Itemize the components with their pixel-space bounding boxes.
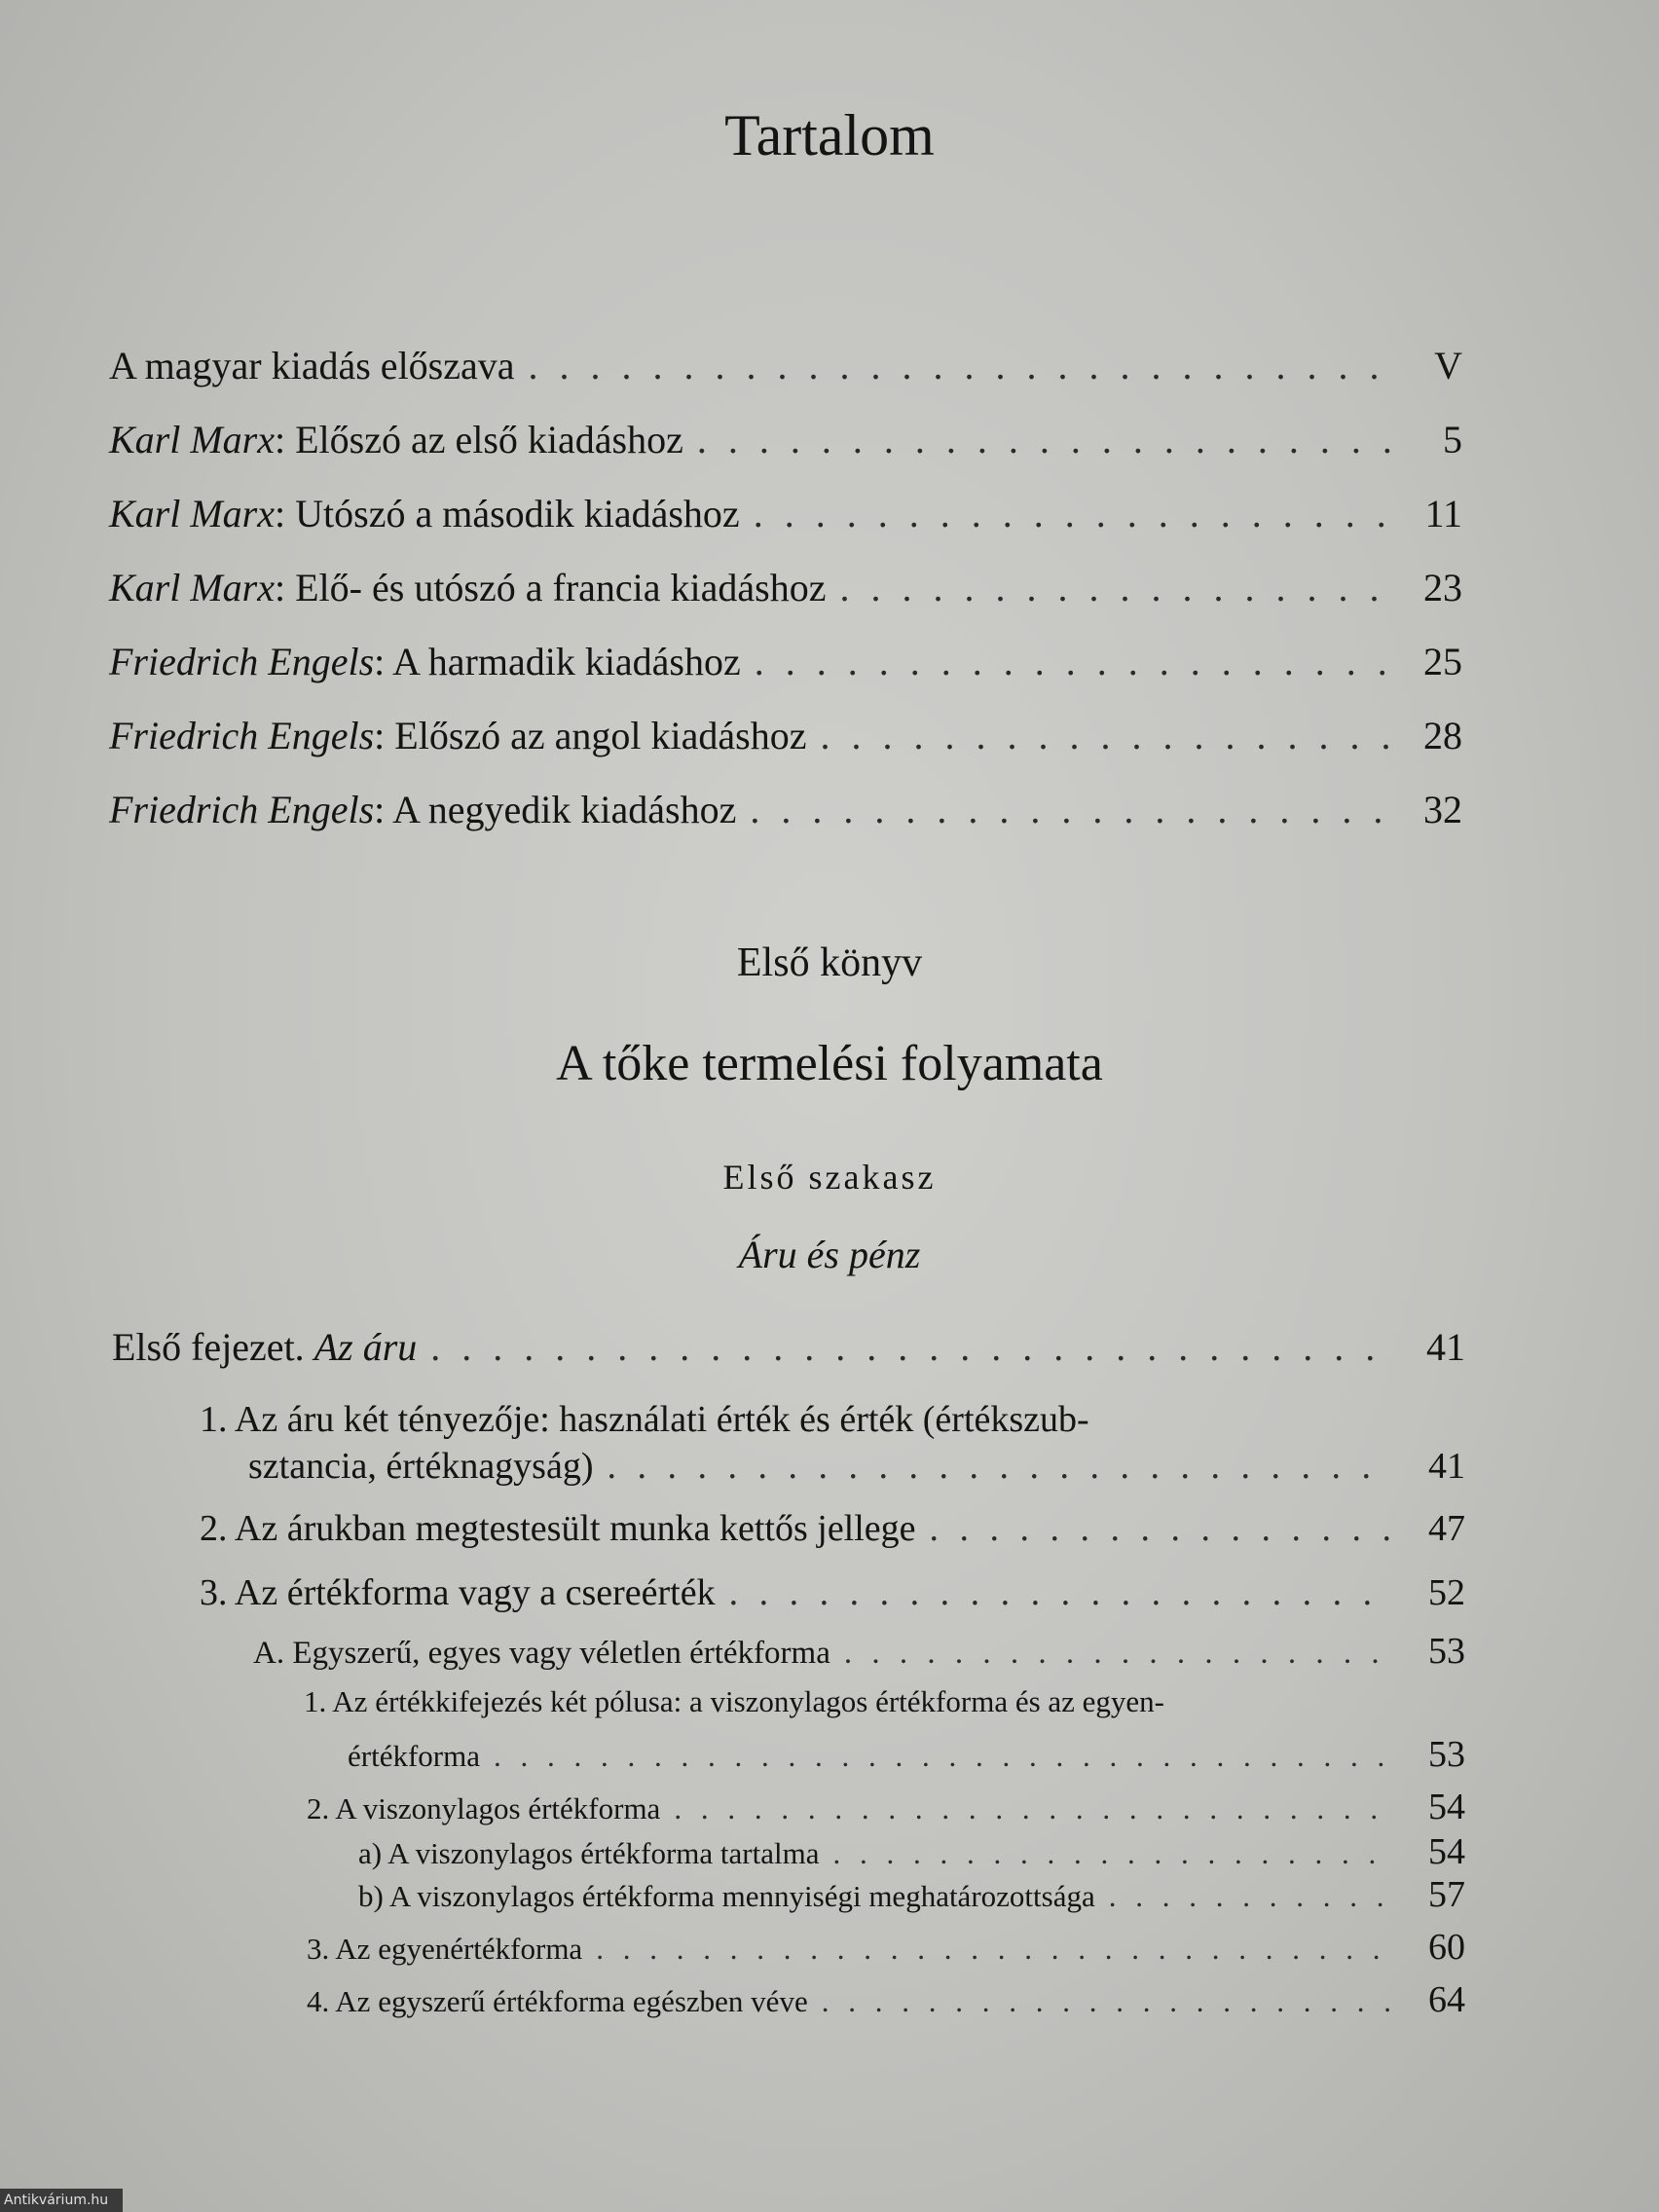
entry-number: 2. (200, 1508, 228, 1549)
toc-entry: Friedrich Engels: A harmadik kiadáshoz . . . 25 (109, 639, 1462, 684)
entry-text: A viszonylagos értékforma tartalma (387, 1836, 820, 1870)
page-title: Tartalom (724, 103, 935, 167)
toc-page-number: 41 (1428, 1446, 1465, 1487)
toc-entry: Karl Marx: Elő- és utószó a francia kiadáshoz . . . 23 (109, 565, 1462, 610)
leader-dots (930, 1507, 1393, 1550)
leader-dots (608, 1445, 1394, 1488)
toc-page-number: 64 (1428, 1979, 1465, 2020)
entry-text: A viszonylagos értékforma (335, 1791, 661, 1825)
toc-page-number: V (1434, 344, 1462, 387)
section-subtitle: Áru és pénz (738, 1233, 921, 1276)
toc-chapter (112, 1324, 1465, 1370)
toc-page-number: 32 (1423, 788, 1462, 831)
leader-dots (674, 1791, 1393, 1826)
toc-entry-text: Elő- és utószó a francia kiadáshoz (295, 566, 827, 609)
book-heading: Első könyv (736, 940, 923, 985)
toc-entry-text: Utószó a második kiadáshoz (295, 492, 740, 535)
entry-number: 1. (304, 1684, 327, 1718)
toc-page-number: 25 (1423, 640, 1462, 683)
entry-number: 4. (307, 1984, 330, 2018)
toc-author: Karl Marx (109, 566, 275, 609)
toc-page-number: 47 (1428, 1508, 1465, 1549)
chapter-title: Az áru (313, 1325, 418, 1369)
toc-entry-text: Előszó az angol kiadáshoz (394, 714, 807, 757)
leader-dots (750, 787, 1390, 832)
toc-entry-line (304, 1684, 1164, 1719)
entry-text: Az értékforma vagy a csereérték (234, 1572, 716, 1613)
leader-dots (839, 565, 1390, 610)
toc-entry (358, 1873, 1465, 1916)
entry-text: Az árukban megtestesült munka kettős jellege (234, 1508, 916, 1549)
toc-page-number: 54 (1428, 1787, 1465, 1827)
toc-page-number: 23 (1423, 566, 1462, 609)
toc-author: Friedrich Engels (109, 640, 375, 683)
leader-dots (820, 713, 1390, 758)
toc-page-number: 60 (1428, 1927, 1465, 1968)
leader-dots (529, 343, 1390, 388)
toc-entry (200, 1571, 1465, 1614)
entry-text: Az áru két tényezője: használati érték és érték (értékszub- (234, 1399, 1089, 1440)
toc-entry (200, 1507, 1465, 1550)
watermark: Antikvárium.hu (0, 2189, 123, 2212)
toc-entry-text: A magyar kiadás előszava (109, 344, 515, 387)
toc-entry-foreword-hungarian (109, 343, 1462, 388)
leader-dots (697, 417, 1390, 462)
toc-entry-line (200, 1398, 1089, 1441)
toc-entry (358, 1830, 1465, 1873)
leader-dots (822, 1984, 1393, 2019)
toc-entry (348, 1733, 1465, 1776)
toc-page-number: 41 (1426, 1325, 1465, 1369)
toc-entry (253, 1630, 1465, 1673)
toc-entry: Karl Marx: Előszó az első kiadáshoz . . . 5 (109, 417, 1462, 462)
part-title: A tőke termelési folyamata (556, 1036, 1103, 1091)
entry-text: Az egyszerű értékforma egészben véve (335, 1984, 808, 2018)
toc-entry (307, 1926, 1465, 1969)
toc-page-number: 53 (1428, 1631, 1465, 1672)
toc-entry-text: A negyedik kiadáshoz (392, 788, 737, 831)
leader-dots (754, 491, 1390, 536)
leader-dots (844, 1636, 1393, 1672)
toc-author: Friedrich Engels (109, 714, 375, 757)
entry-text: Az egyenértékforma (335, 1932, 583, 1966)
toc-page-number: 28 (1423, 714, 1462, 757)
entry-text: sztancia, értéknagyság) (248, 1446, 594, 1487)
toc-entry-text: Előszó az első kiadáshoz (295, 418, 683, 461)
toc-entry: Karl Marx: Utószó a második kiadáshoz . . . 11 (109, 491, 1462, 536)
leader-dots (494, 1739, 1393, 1774)
chapter-label: Első fejezet. (112, 1325, 305, 1369)
toc-page-number: 57 (1428, 1874, 1465, 1915)
entry-number: A. (253, 1636, 285, 1671)
toc-page-number: 53 (1428, 1734, 1465, 1775)
entry-text: Az értékkifejezés két pólusa: a viszonylagos értékforma és az egyen- (332, 1684, 1165, 1718)
entry-number: 2. (307, 1791, 330, 1825)
toc-entry-text: A harmadik kiadáshoz (392, 640, 741, 683)
toc-author: Karl Marx (109, 418, 275, 461)
entry-text: Egyszerű, egyes vagy véletlen értékforma (292, 1636, 830, 1671)
leader-dots (596, 1932, 1393, 1967)
leader-dots (430, 1324, 1393, 1370)
section-heading: Első szakasz (722, 1158, 937, 1197)
toc-entry: Friedrich Engels: Előszó az angol kiadáshoz . . . 28 (109, 713, 1462, 758)
toc-page-number: 11 (1424, 492, 1462, 535)
toc-entry: Friedrich Engels: A negyedik kiadáshoz . . . 32 (109, 787, 1462, 832)
entry-number: 3. (307, 1932, 330, 1966)
toc-entry (307, 1786, 1465, 1828)
leader-dots (832, 1836, 1393, 1871)
leader-dots (1109, 1879, 1393, 1914)
entry-number: b) (358, 1879, 384, 1913)
entry-number: 3. (200, 1572, 228, 1613)
leader-dots (729, 1571, 1393, 1614)
toc-page-number: 52 (1428, 1572, 1465, 1613)
toc-page-number: 5 (1443, 418, 1462, 461)
entry-number: a) (358, 1836, 383, 1870)
leader-dots (755, 639, 1390, 684)
toc-entry (248, 1445, 1465, 1488)
toc-author: Friedrich Engels (109, 788, 375, 831)
entry-text: A viszonylagos értékforma mennyiségi meghatározottsága (388, 1879, 1095, 1913)
toc-author: Karl Marx (109, 492, 275, 535)
toc-entry (307, 1978, 1465, 2021)
entry-text: értékforma (348, 1739, 480, 1773)
entry-number: 1. (200, 1399, 228, 1440)
toc-page-number: 54 (1428, 1831, 1465, 1872)
